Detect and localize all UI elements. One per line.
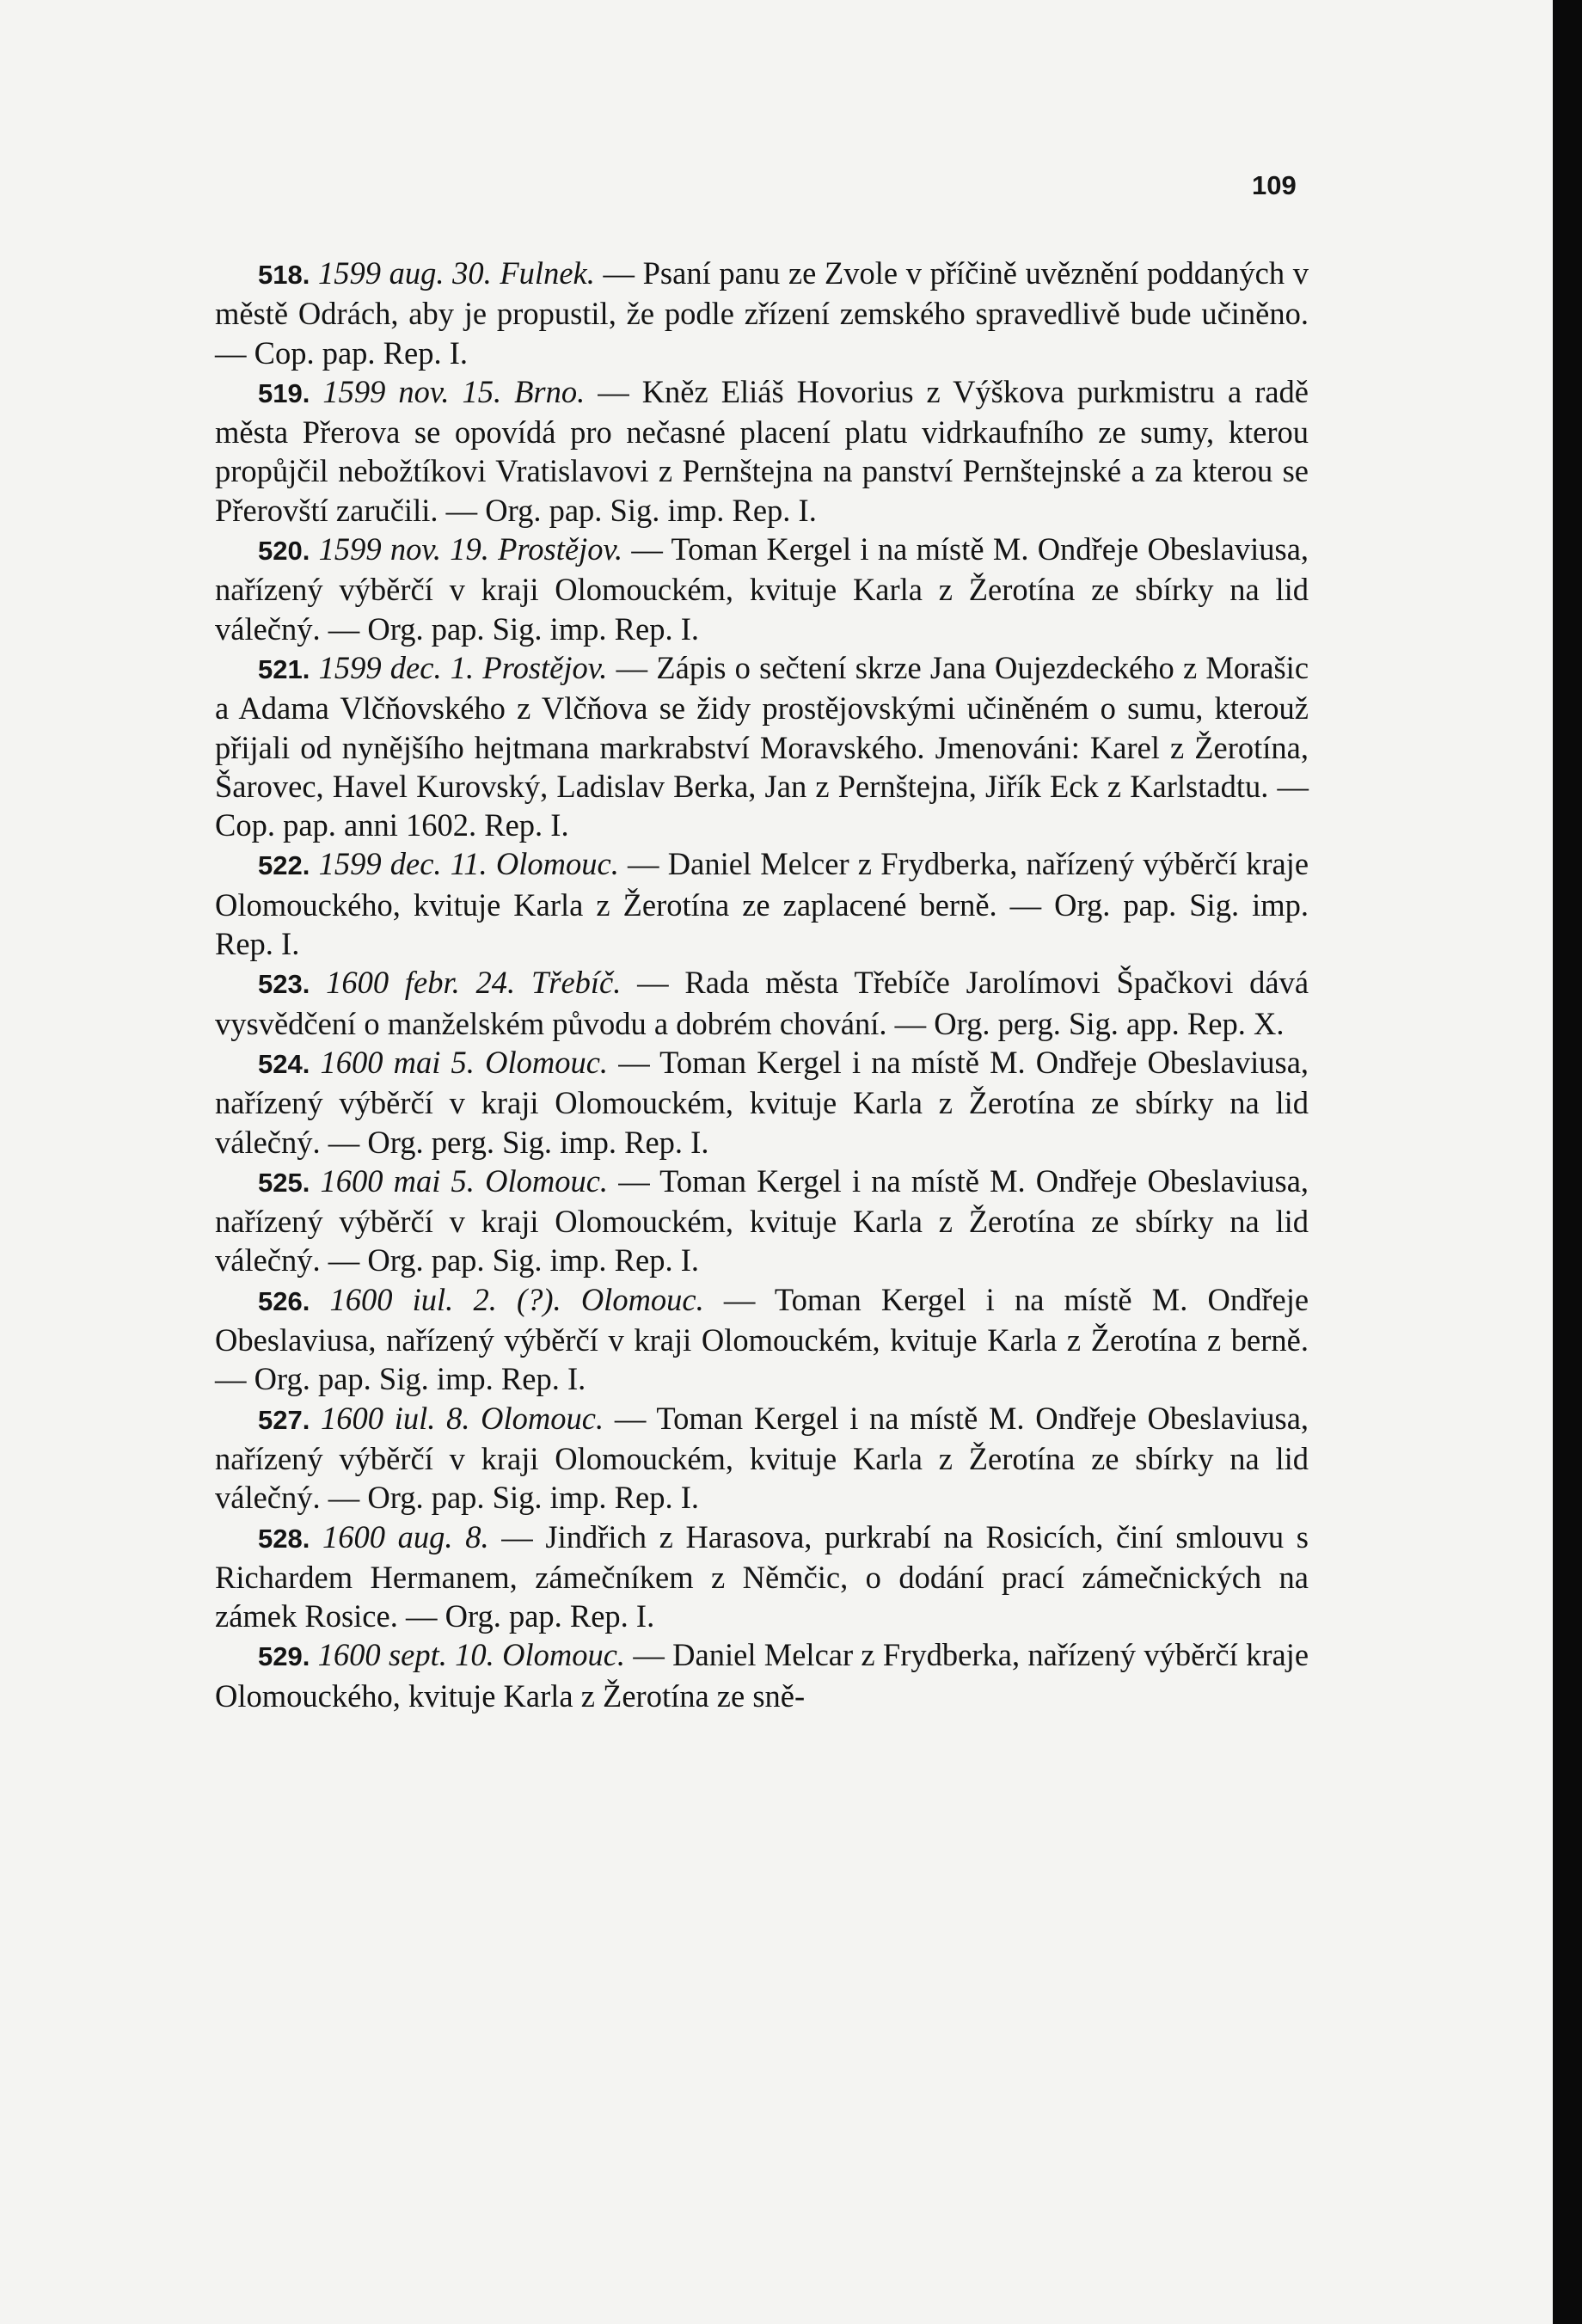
entry-528 (215, 1518, 1309, 1636)
entries-list (215, 254, 1309, 1715)
entry-520 (215, 530, 1309, 648)
entry-525 (215, 1162, 1309, 1280)
entry-text: — Daniel Melcer z Frydberka, nařízený výběrčí kraje Olomouckého, kvituje Karla z Žerotína ze zaplacené berně. — Org. pap. Sig. imp. Rep. I. (215, 846, 1309, 962)
entry-place: Olomouc. (481, 1400, 604, 1436)
entry-date: 1600 aug. 8. (322, 1518, 489, 1554)
entry-place: Olomouc. (485, 1044, 609, 1080)
entry-number: 528. (258, 1523, 310, 1554)
entry-date: 1599 aug. 30. (317, 255, 492, 291)
entry-date: 1600 febr. 24. (326, 965, 516, 1001)
entry-place: Olomouc. (485, 1162, 609, 1199)
scan-edge (1553, 0, 1582, 2324)
entry-number: 518. (258, 260, 310, 290)
entry-number: 525. (258, 1167, 310, 1198)
entry-place: Olomouc. (502, 1637, 626, 1673)
entry-text: — Kněz Eliáš Hovorius z Výškova purkmistru a radě města Přerova se opovídá pro nečasné placení platu vidrkaufního ze sumy, kterou propůjčil nebožtíkovi Vratislavovi z Pernštejna na panství Pernštejnské a za kterou se Přerovští zaručili. — Org. pap. Sig. imp. Rep. I. (215, 373, 1309, 528)
entry-place: Olomouc. (495, 846, 619, 882)
entry-text: — Toman Kergel i na místě M. Ondřeje Obeslaviusa, nařízený výběrčí v kraji Olomouckém, kvituje Karla z Žerotína ze sbírky na lid válečný. — Org. pap. Sig. imp. Rep. I. (215, 1162, 1309, 1279)
entry-date: 1600 iul. 8. (321, 1400, 470, 1436)
entry-date: 1599 dec. 1. (318, 649, 475, 685)
entry-date: 1600 iul. 2. (?). (329, 1281, 561, 1317)
entry-number: 527. (258, 1404, 310, 1435)
entry-519 (215, 372, 1309, 530)
entry-date: 1600 mai 5. (320, 1044, 475, 1080)
entry-date: 1599 dec. 11. (318, 846, 487, 882)
entry-place: Prostějov. (498, 531, 623, 567)
entry-523 (215, 963, 1309, 1043)
entry-number: 523. (258, 969, 310, 1000)
entry-text: — Rada města Třebíče Jarolímovi Špačkovi dává vysvědčení o manželském původu a dobrém chování. — Org. perg. Sig. app. Rep. X. (215, 965, 1309, 1041)
entry-527 (215, 1399, 1309, 1518)
entry-date: 1599 nov. 15. (322, 373, 502, 409)
entry-place: Třebíč. (530, 965, 622, 1001)
entry-text: — Toman Kergel i na místě M. Ondřeje Obeslaviusa, nařízený výběrčí v kraji Olomouckém, kvituje Karla z Žerotína ze sbírky na lid válečný. — Org. pap. Sig. imp. Rep. I. (215, 1400, 1309, 1516)
entry-date: 1600 sept. 10. (317, 1637, 494, 1673)
entry-text: — Toman Kergel i na místě M. Ondřeje Obeslaviusa, nařízený výběrčí v kraji Olomouckém, kvituje Karla z Žerotína ze sbírky na lid válečný. — Org. pap. Sig. imp. Rep. I. (215, 531, 1309, 647)
entry-number: 524. (258, 1048, 310, 1079)
entry-number: 521. (258, 653, 310, 684)
entry-text: — Daniel Melcar z Frydberka, nařízený výběrčí kraje Olomouckého, kvituje Karla z Žerotína ze sně- (215, 1637, 1309, 1714)
entry-date: 1599 nov. 19. (318, 531, 489, 567)
page-number: 109 (1252, 170, 1297, 200)
entry-524 (215, 1043, 1309, 1162)
entry-text: — Zápis o sečtení skrze Jana Oujezdeckého z Morašic a Adama Vlčňovského z Vlčňova se židy prostějovskými učiněném o sumu, kterouž přijali od nynějšího hejtmana markrabství Moravského. Jmenováni: Karel z Žerotína, Šarovec, Havel Kurovský, Ladislav Berka, Jan z Pernštejna, Jiřík Eck z Karlstadtu. — Cop. pap. anni 1602. Rep. I. (215, 649, 1309, 843)
entry-place: Olomouc. (580, 1281, 704, 1317)
entry-number: 519. (258, 377, 310, 408)
entry-place: Brno. (514, 373, 586, 409)
entry-526 (215, 1280, 1309, 1399)
entry-date: 1600 mai 5. (320, 1162, 475, 1199)
entry-521 (215, 648, 1309, 844)
entry-text: — Toman Kergel i na místě M. Ondřeje Obeslaviusa, nařízený výběrčí v kraji Olomouckém, kvituje Karla z Žerotína z berně. — Org. pap. Sig. imp. Rep. I. (215, 1281, 1309, 1397)
entry-518 (215, 254, 1309, 372)
entry-number: 522. (258, 850, 310, 881)
entry-place: Prostějov. (482, 649, 608, 685)
entry-place: Fulnek. (500, 255, 595, 291)
entry-number: 529. (258, 1641, 310, 1672)
entry-529 (215, 1635, 1309, 1715)
entry-text: — Jindřich z Harasova, purkrabí na Rosicích, činí smlouvu s Richardem Hermanem, zámečníkem z Němčic, o dodání prací zámečnických na zámek Rosice. — Org. pap. Rep. I. (215, 1518, 1309, 1634)
entry-number: 526. (258, 1285, 310, 1316)
entry-522 (215, 844, 1309, 963)
entry-number: 520. (258, 536, 310, 567)
entry-text: — Toman Kergel i na místě M. Ondřeje Obeslaviusa, nařízený výběrčí v kraji Olomouckém, kvituje Karla z Žerotína ze sbírky na lid válečný. — Org. perg. Sig. imp. Rep. I. (215, 1044, 1309, 1160)
entry-text: — Psaní panu ze Zvole v příčině uvěznění poddaných v městě Odrách, aby je propustil, že podle zřízení zemského spravedlivě bude učiněno. — Cop. pap. Rep. I. (215, 255, 1309, 371)
